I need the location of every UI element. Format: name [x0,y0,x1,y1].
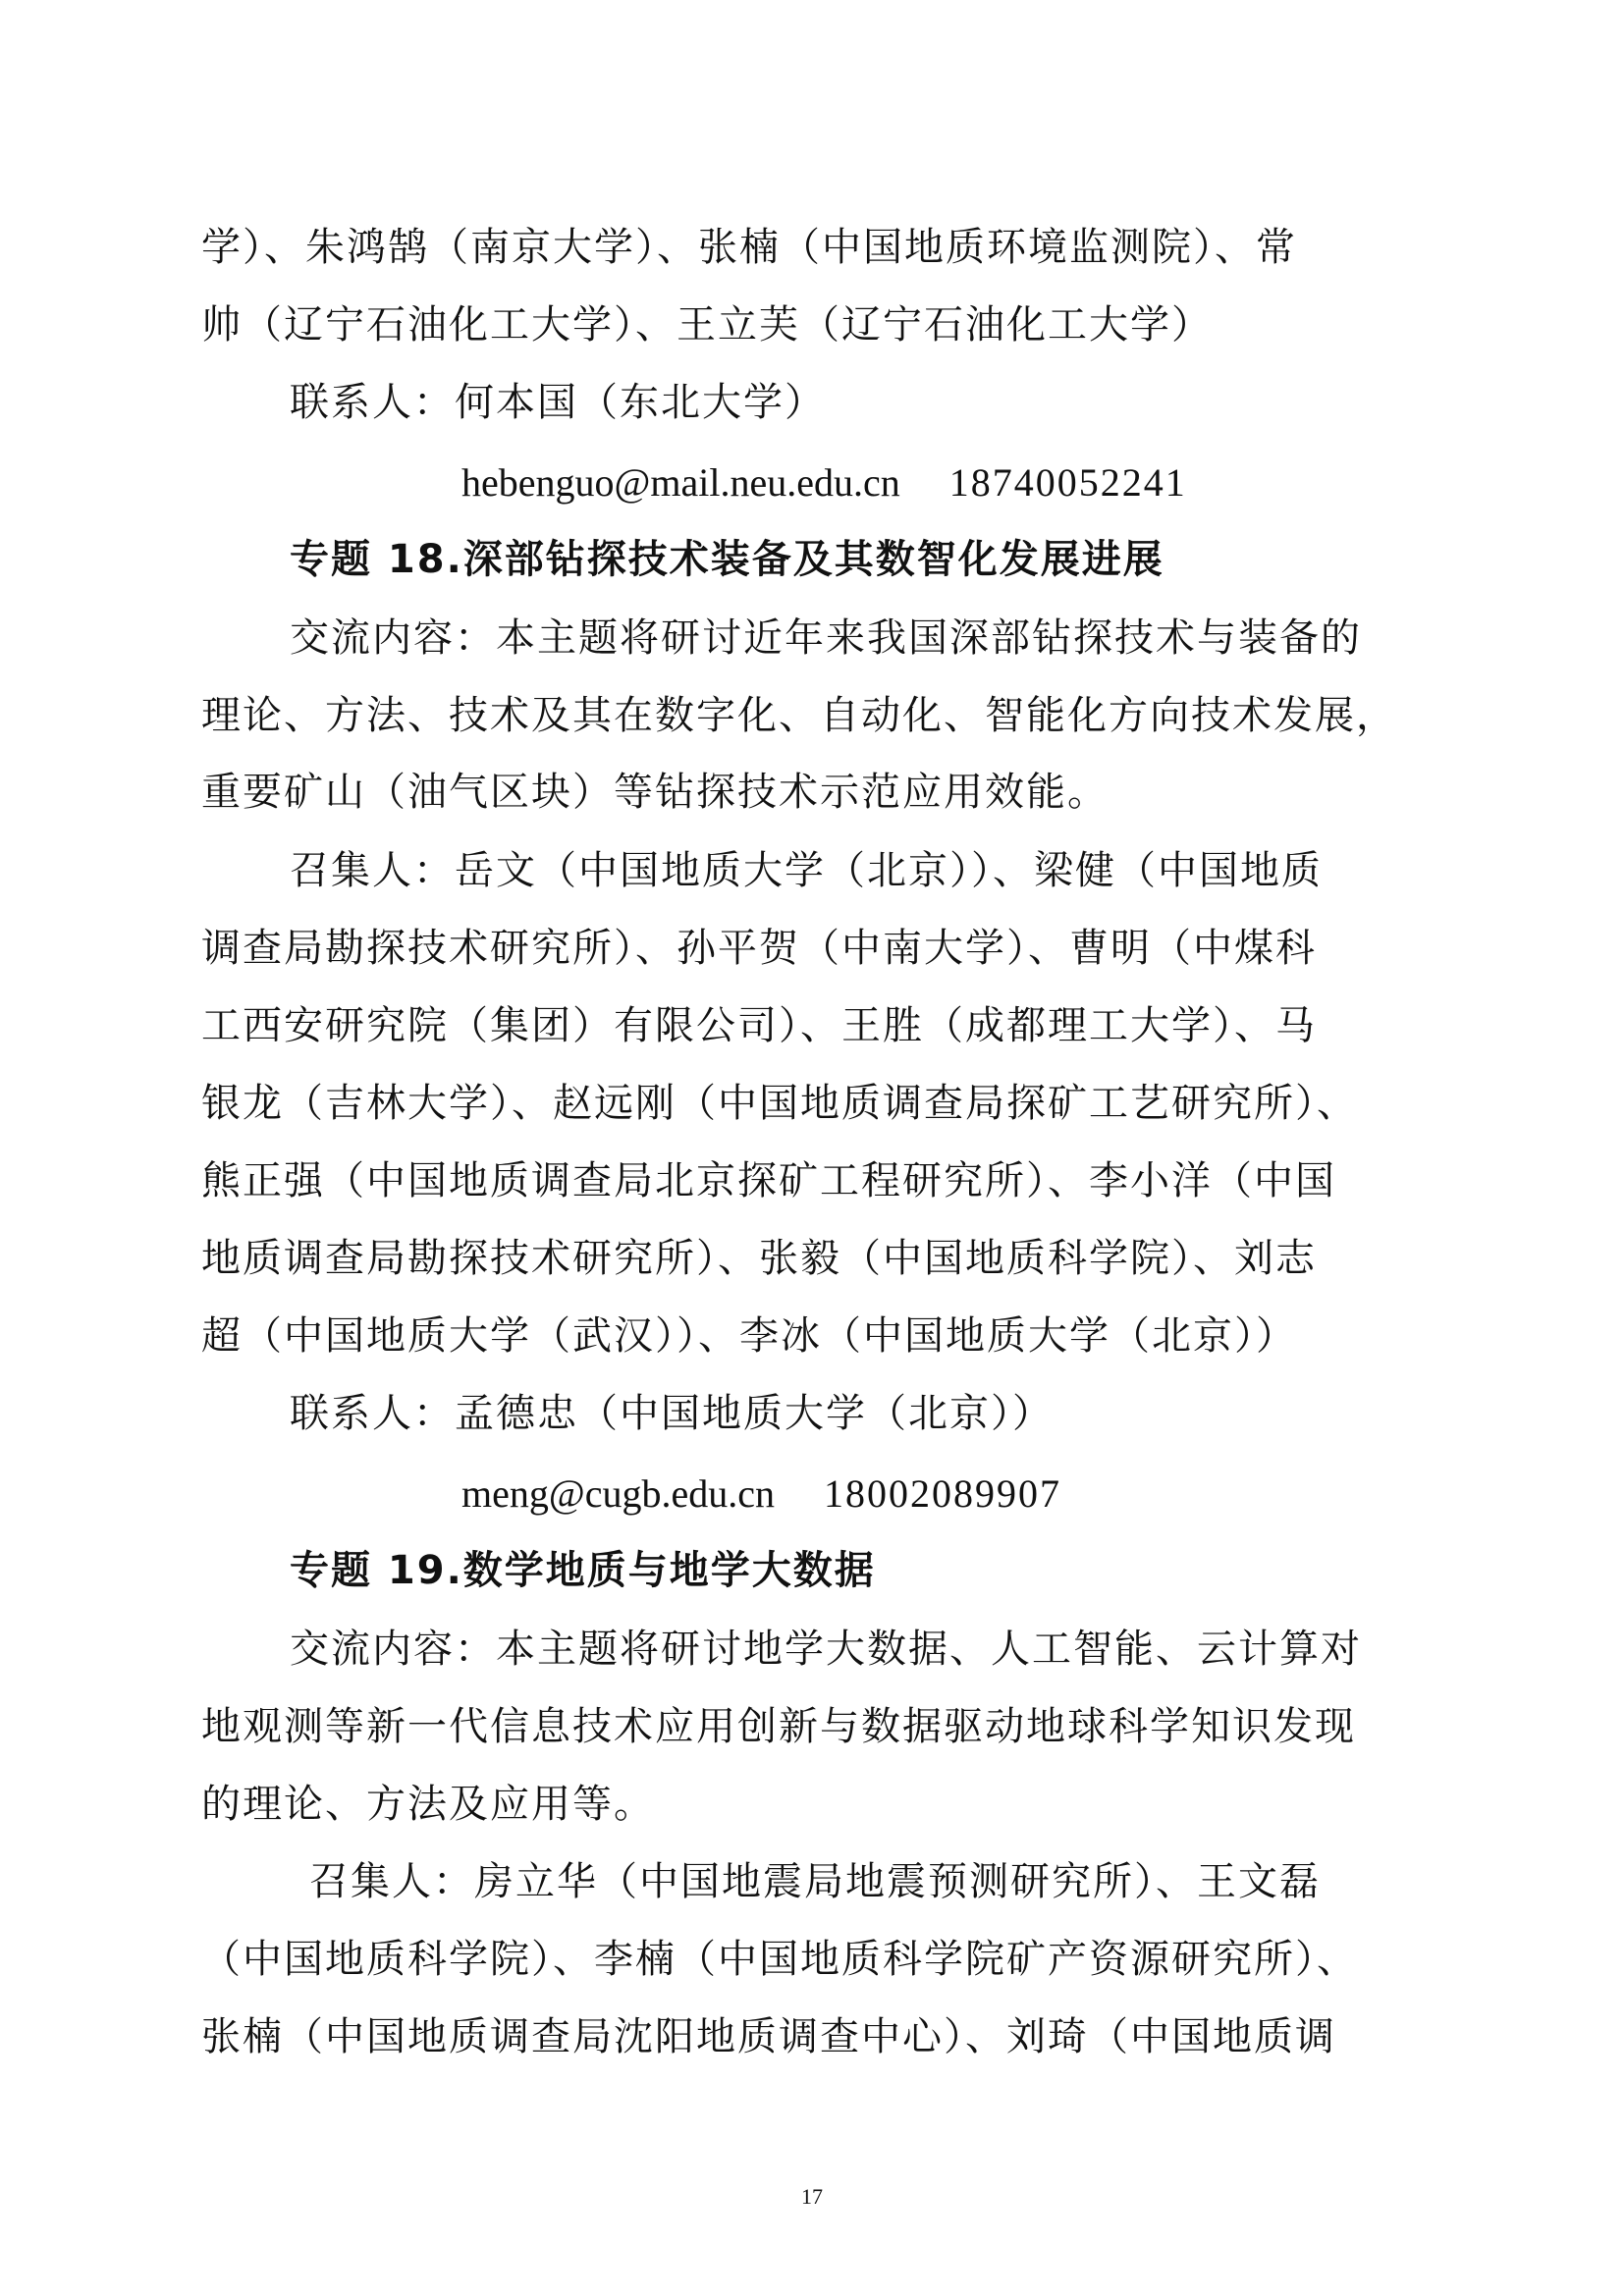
convener-line: 超（中国地质大学（武汉））、李冰（中国地质大学（北京）） [201,1313,1297,1359]
topic-content-line: 重要矿山（油气区块）等钻探技术示范应用效能。 [201,770,1109,815]
convener-line: 召集人：岳文（中国地质大学（北京））、梁健（中国地质 [290,848,1323,893]
topic-content-line: 交流内容：本主题将研讨地学大数据、人工智能、云计算对 [290,1627,1362,1672]
convener-line: 熊正强（中国地质调查局北京探矿工程研究所）、李小洋（中国 [201,1158,1336,1203]
topic-content-line: 理论、方法、技术及其在数字化、自动化、智能化方向技术发展， [201,693,1397,738]
convener-line: 张楠（中国地质调查局沈阳地质调查中心）、刘琦（中国地质调 [201,2014,1336,2059]
convener-line: 地质调查局勘探技术研究所）、张毅（中国地质科学院）、刘志 [201,1236,1317,1281]
contact-phone: 18002089907 [823,1471,1061,1516]
page-number: 17 [801,2184,823,2209]
contact-info [461,1465,1624,1523]
topic-content-line: 交流内容：本主题将研讨近年来我国深部钻探技术与装备的 [290,615,1362,661]
contact-phone: 18740052241 [948,460,1187,505]
convener-line: 召集人：房立华（中国地震局地震预测研究所）、王文磊 [309,1859,1321,1904]
contact-info [461,454,1624,512]
contact-label: 联系人：何本国（东北大学） [290,380,826,425]
contact-email: hebenguo@mail.neu.edu.cn [461,460,900,505]
convener-line: 工西安研究院（集团）有限公司）、王胜（成都理工大学）、马 [201,1003,1317,1048]
contact-label: 联系人：孟德忠（中国地质大学（北京）） [290,1391,1054,1436]
text-line: 学）、朱鸿鹄（南京大学）、张楠（中国地质环境监测院）、常 [201,225,1297,270]
topic-content-line: 地观测等新一代信息技术应用创新与数据驱动地球科学知识发现 [201,1704,1356,1749]
convener-line: 调查局勘探技术研究所）、孙平贺（中南大学）、曹明（中煤科 [201,926,1317,971]
contact-email: meng@cugb.edu.cn [461,1471,775,1516]
convener-line: 银龙（吉林大学）、赵远刚（中国地质调查局探矿工艺研究所）、 [201,1081,1358,1126]
convener-line: （中国地质科学院）、李楠（中国地质科学院矿产资源研究所）、 [201,1937,1358,1982]
topic-heading: 专题 18.深部钻探技术装备及其数智化发展进展 [290,537,1164,582]
topic-content-line: 的理论、方法及应用等。 [201,1782,655,1827]
topic-heading: 专题 19.数学地质与地学大数据 [290,1548,876,1593]
text-line: 帅（辽宁石油化工大学）、王立芙（辽宁石油化工大学） [201,302,1213,347]
